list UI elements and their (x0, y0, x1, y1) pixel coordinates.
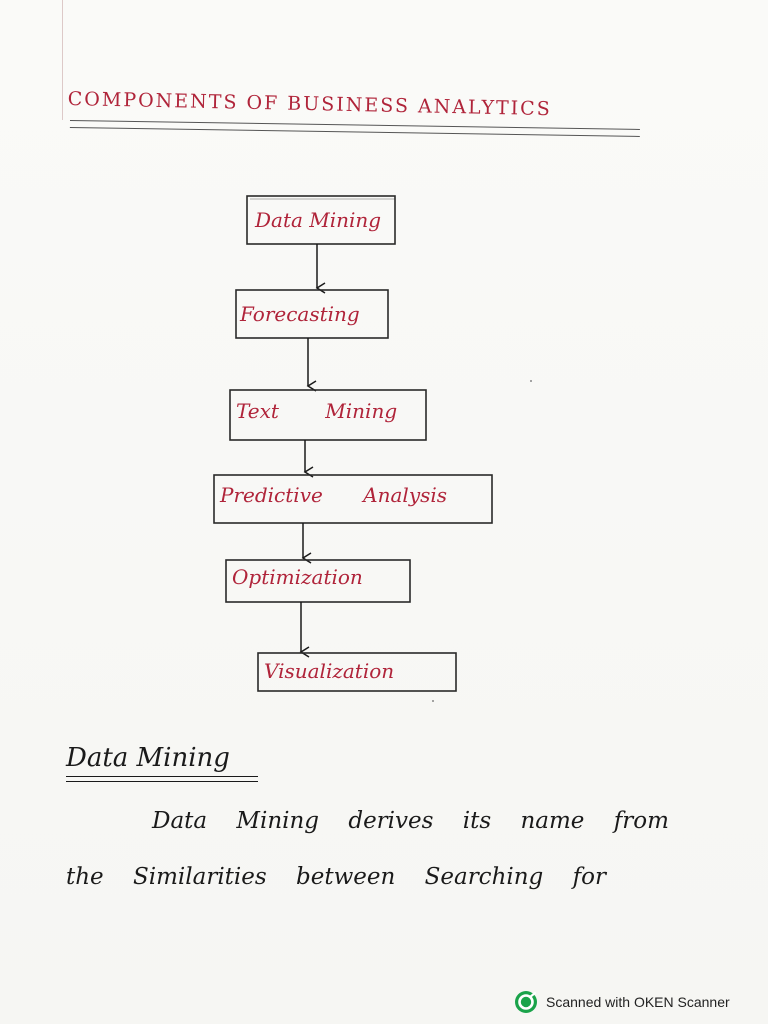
flow-box-text-mining (230, 390, 426, 440)
flow-box-label: Optimization (232, 565, 363, 589)
paper-speck (432, 700, 434, 702)
flow-box-label: Data Mining (255, 208, 382, 232)
page-title: COMPONENTS OF BUSINESS ANALYTICS (67, 88, 552, 121)
scanner-logo-icon (514, 990, 538, 1014)
flow-box-label: Text Mining (236, 399, 398, 423)
scanner-watermark-text: Scanned with OKEN Scanner (546, 994, 730, 1010)
flow-box-label: Forecasting (240, 302, 360, 326)
section-heading: Data Mining (66, 743, 230, 773)
scanner-watermark (514, 990, 730, 1014)
section-underline (66, 776, 258, 782)
body-text-line: Data Mining derives its name from (152, 808, 669, 834)
flow-box-predictive-analysis (214, 475, 492, 523)
flow-box-label: Predictive Analysis (220, 483, 448, 507)
flow-box-data-mining (247, 196, 395, 244)
flow-box-optimization (226, 560, 410, 602)
body-text-line: the Similarities between Searching for (66, 864, 606, 890)
flow-box-forecasting (236, 290, 388, 338)
flow-box-visualization (258, 653, 456, 691)
flow-box-label: Visualization (264, 659, 395, 683)
paper-speck (530, 380, 532, 382)
